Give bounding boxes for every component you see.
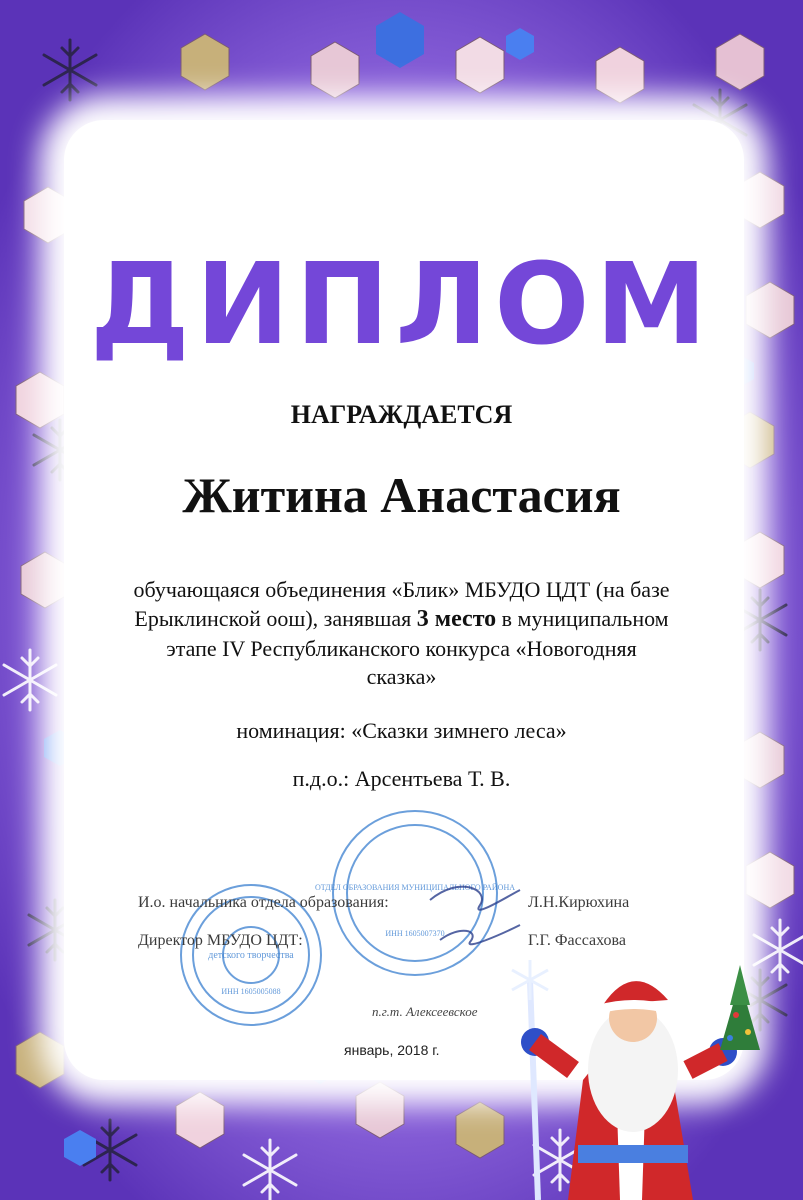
director-title: Директор МБУДО ЦДТ: <box>138 932 303 949</box>
head-title: И.о. начальника отдела образования: <box>138 894 389 911</box>
santa-claus-illustration <box>508 960 778 1200</box>
location: п.г.т. Алексеевское <box>372 1004 478 1019</box>
issue-date: январь, 2018 г. <box>344 1042 440 1058</box>
award-description-part1: обучающаяся объединения «Блик» МБУДО ЦДТ (на базе Ерыклинской оош), занявшая <box>133 577 670 632</box>
christmas-tree-icon <box>720 965 760 1050</box>
award-description <box>130 576 673 691</box>
head-name: Л.Н.Кирюхина <box>528 894 630 911</box>
diploma-title: ДИПЛОМ <box>90 240 713 370</box>
award-description-part2: в муниципальном этапе IV Республиканского конкурса «Новогодняя сказка» <box>166 606 669 690</box>
stamp-left-inn: ИНН 1605005088 <box>221 987 281 996</box>
recipient-name: Житина Анастасия <box>182 467 621 523</box>
nomination: номинация: «Сказки зимнего леса» <box>236 718 567 743</box>
stamp-right-center: ОТДЕЛ ОБРАЗОВАНИЯ МУНИЦИПАЛЬНОГО РАЙОНА <box>314 883 516 892</box>
stamp-right-inn: ИНН 1605007370 <box>385 929 445 938</box>
signature-scribble <box>420 870 530 960</box>
staff-icon <box>512 960 548 1200</box>
teacher: п.д.о.: Арсентьева Т. В. <box>292 766 511 791</box>
stamp-left-center: детского творчества <box>208 950 294 961</box>
award-place: 3 место <box>416 606 497 633</box>
director-name: Г.Г. Фассахова <box>528 932 626 949</box>
awarded-heading: НАГРАЖДАЕТСЯ <box>290 400 513 429</box>
